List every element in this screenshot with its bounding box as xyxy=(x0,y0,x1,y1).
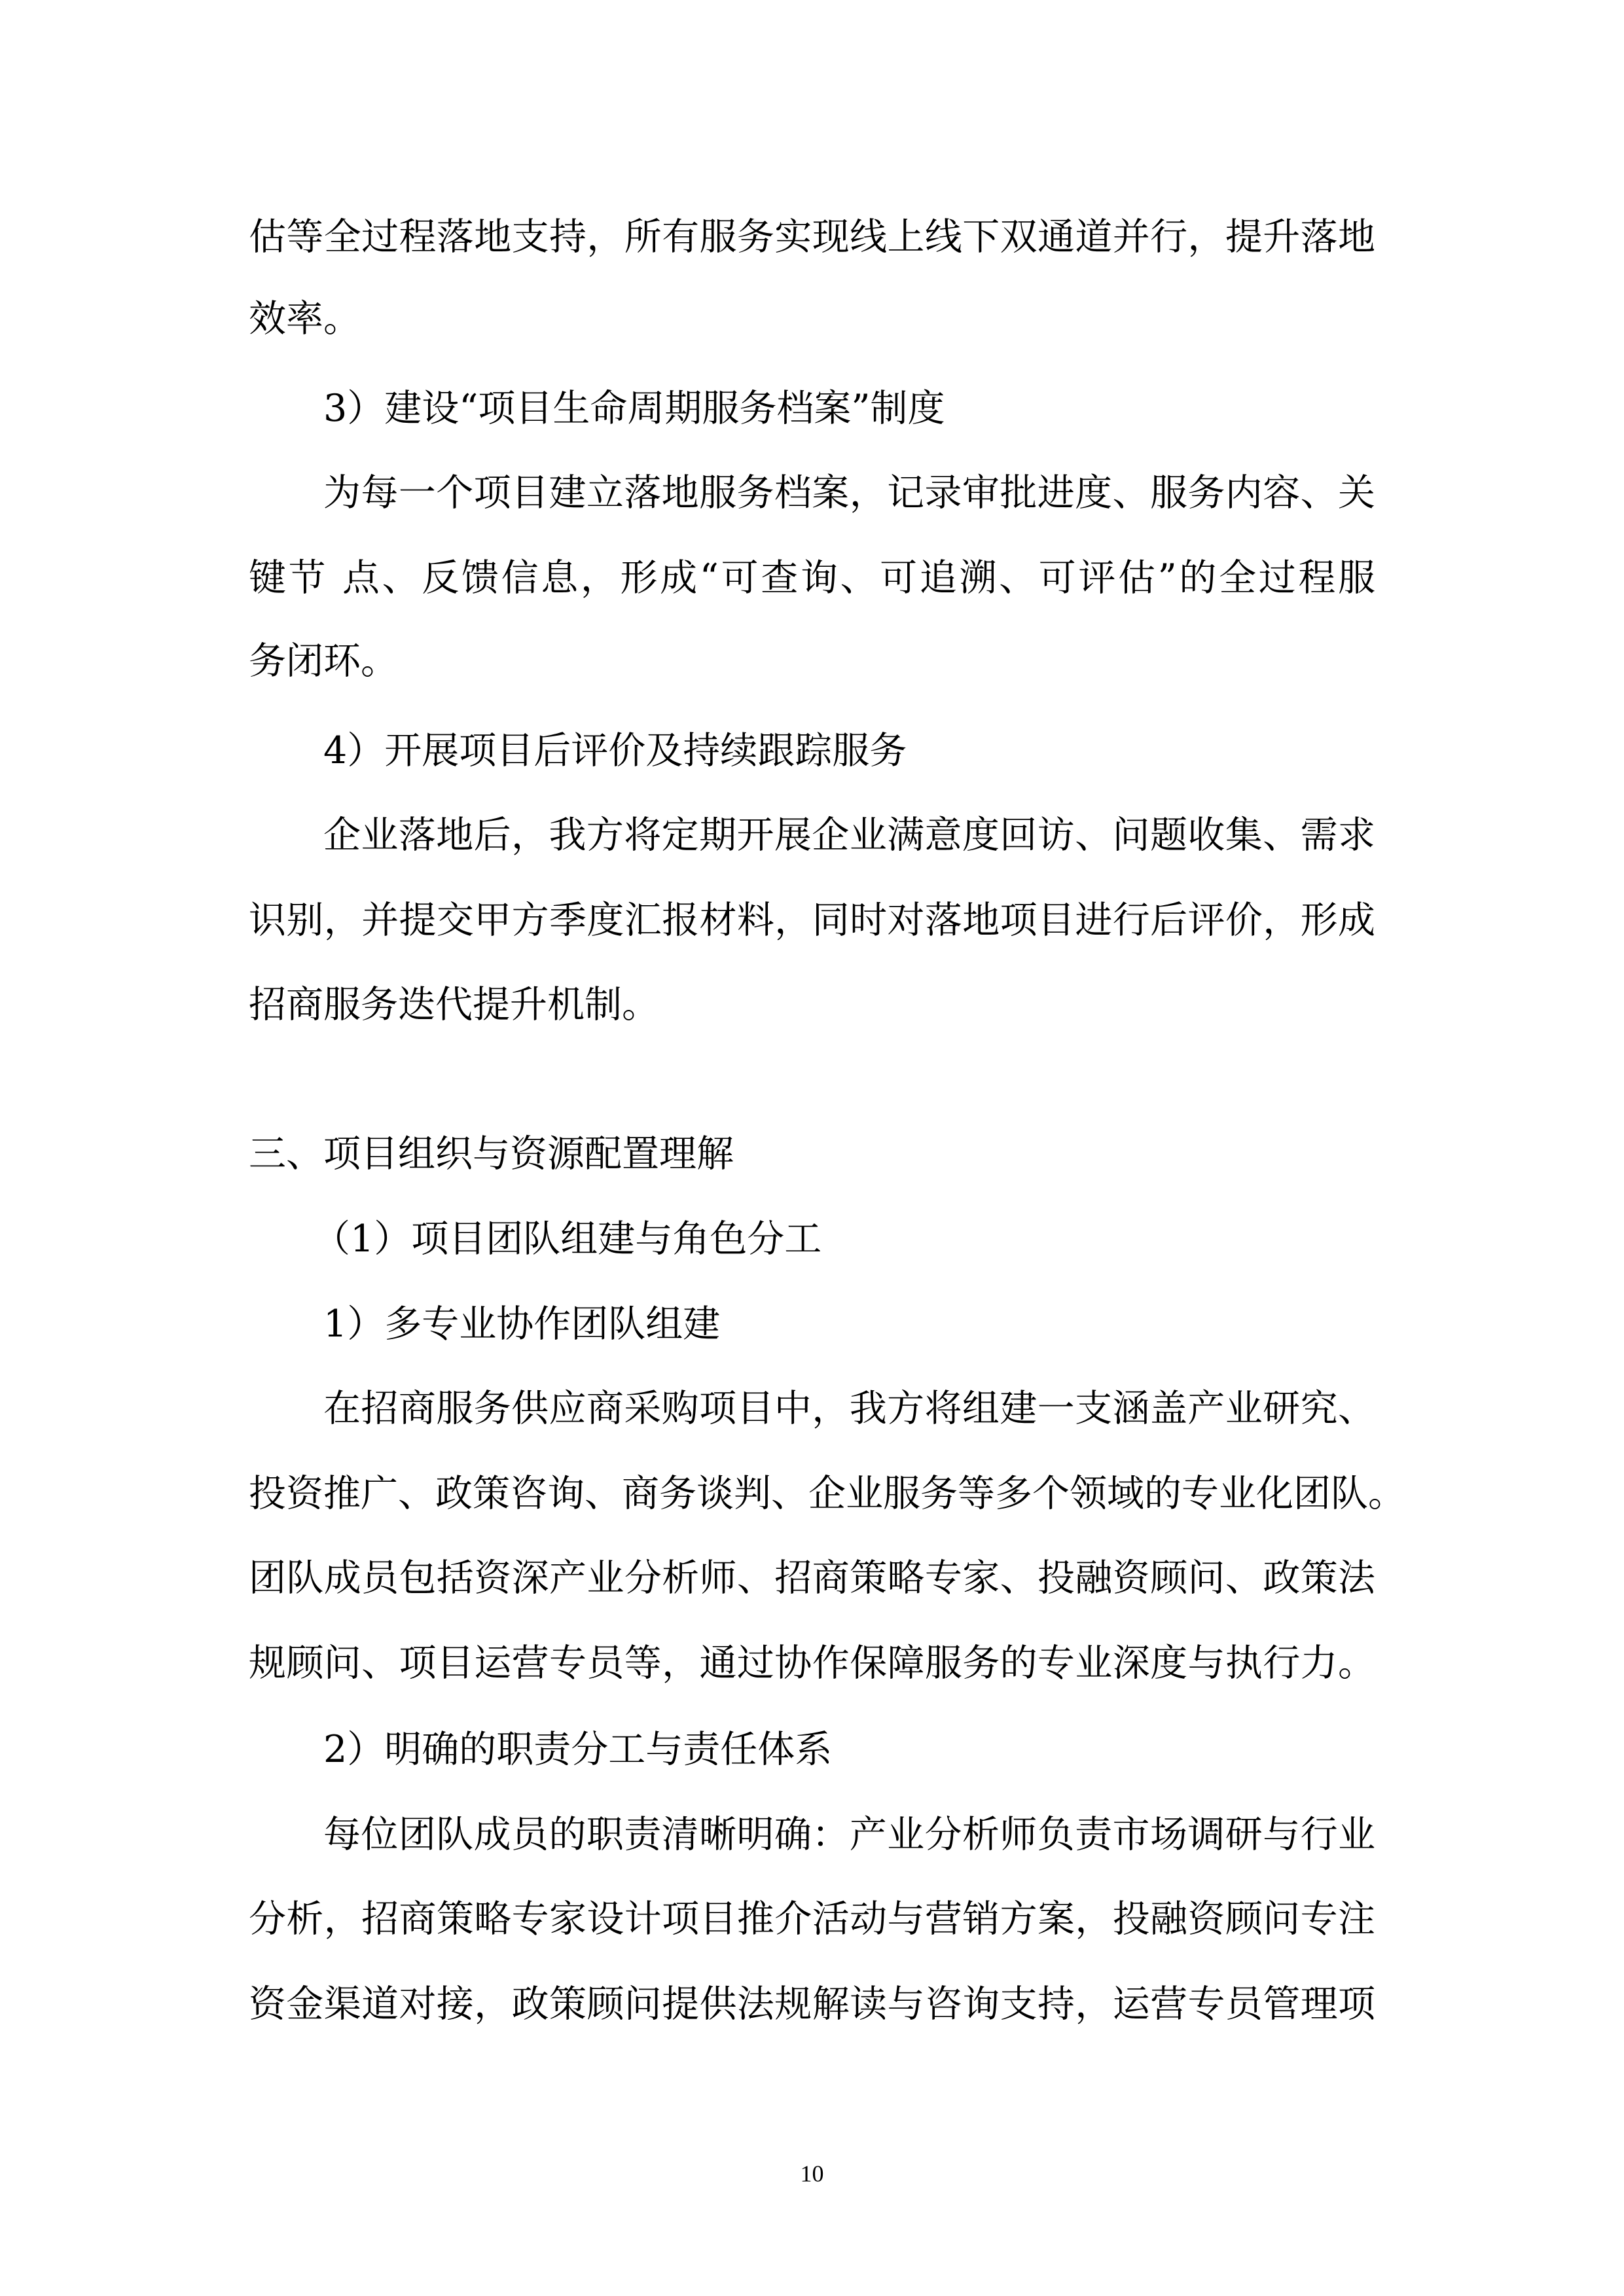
paragraph-line: 招商服务迭代提升机制。 xyxy=(249,983,659,1026)
paragraph-line: 为每一个项目建立落地服务档案，记录审批进度、服务内容、关 xyxy=(323,471,1375,514)
paragraph-line: 规顾问、项目运营专员等，通过协作保障服务的专业深度与执行力。 xyxy=(249,1641,1375,1685)
paragraph-line: 分析，招商策略专家设计项目推介活动与营销方案，投融资顾问专注 xyxy=(249,1897,1375,1941)
paragraph-line: 键节 点、反馈信息，形成“可查询、可追溯、可评估”的全过程服 xyxy=(249,556,1375,600)
subheading: 1）多专业协作团队组建 xyxy=(323,1302,721,1346)
subsection-heading: （1）项目团队组建与角色分工 xyxy=(313,1217,822,1261)
paragraph-line: 团队成员包括资深产业分析师、招商策略专家、投融资顾问、政策法 xyxy=(249,1556,1375,1600)
section-heading: 三、项目组织与资源配置理解 xyxy=(249,1132,734,1175)
paragraph-line: 每位团队成员的职责清晰明确：产业分析师负责市场调研与行业 xyxy=(323,1813,1375,1856)
paragraph-line: 资金渠道对接，政策顾问提供法规解读与咨询支持，运营专员管理项 xyxy=(249,1982,1375,2026)
paragraph-line: 在招商服务供应商采购项目中，我方将组建一支涵盖产业研究、 xyxy=(323,1387,1375,1430)
paragraph-line: 识别，并提交甲方季度汇报材料，同时对落地项目进行后评价，形成 xyxy=(249,899,1375,942)
subheading: 4）开展项目后评价及持续跟踪服务 xyxy=(323,729,907,772)
page-number: 10 xyxy=(800,2161,824,2187)
paragraph-line: 效率。 xyxy=(249,297,361,340)
subheading: 2）明确的职责分工与责任体系 xyxy=(323,1728,833,1771)
paragraph-line: 投资推广、政策咨询、商务谈判、企业服务等多个领域的专业化团队。 xyxy=(249,1472,1405,1515)
paragraph-line: 估等全过程落地支持，所有服务实现线上线下双通道并行，提升落地 xyxy=(249,215,1375,259)
subheading: 3）建设“项目生命周期服务档案”制度 xyxy=(323,387,945,430)
paragraph-line: 企业落地后，我方将定期开展企业满意度回访、问题收集、需求 xyxy=(323,814,1375,857)
paragraph-line: 务闭环。 xyxy=(249,639,398,683)
